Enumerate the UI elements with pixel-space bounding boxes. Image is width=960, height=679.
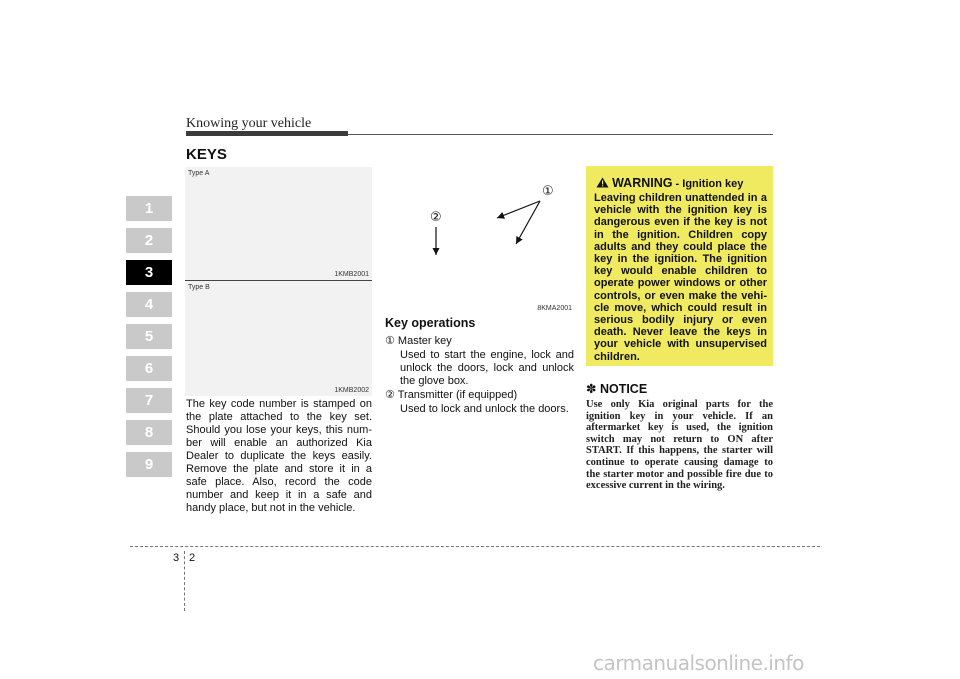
- warning-title: WARNING: [612, 176, 673, 190]
- figure-type-b: [185, 281, 372, 396]
- warning-box: [586, 166, 773, 366]
- header-rule-thin: [348, 134, 773, 135]
- figure-type-b-code: 1KMB2002: [334, 387, 369, 394]
- callout-2-label: ②: [430, 209, 442, 224]
- figure-type-b-label: Type B: [188, 284, 210, 291]
- chapter-tab-9[interactable]: 9: [126, 452, 172, 477]
- key-operations-title: Key operations: [385, 316, 476, 330]
- notice-title: ✽ NOTICE: [586, 382, 648, 396]
- figure-type-a: [185, 167, 372, 280]
- chapter-tab-8[interactable]: 8: [126, 420, 172, 445]
- callout-1-arrow-b: [516, 201, 540, 244]
- footer-rule: [130, 546, 820, 547]
- transmitter-label: ② Transmitter (if equipped): [385, 389, 518, 401]
- figure-keys-code: 8KMA2001: [537, 305, 572, 312]
- chapter-tab-6[interactable]: 6: [126, 356, 172, 381]
- warning-triangle-icon: [596, 177, 609, 188]
- chapter-tabs: [126, 196, 172, 484]
- chapter-tab-1[interactable]: 1: [126, 196, 172, 221]
- warning-heading: [596, 176, 743, 190]
- footer-vertical-rule: [184, 551, 185, 611]
- callout-1-label: ①: [542, 183, 554, 198]
- page-chapter-number: 3: [173, 552, 180, 564]
- watermark: carmanualsonline.info: [593, 651, 804, 675]
- warning-text: Leaving children unattended in a vehicle with the ignition key is dangerous even if the key is not in the ignition. Children copy adults and they could place the key in the ignition. The ignition key would enable children to operate power windows or other controls, or even make the vehi-cle move, which could result in serious bodily injury or even death. Never leave the keys in your vehicle with unsupervised children.: [594, 192, 767, 363]
- header-title: Knowing your vehicle: [186, 116, 312, 131]
- header-rule-thick: [186, 131, 348, 136]
- section-title: KEYS: [186, 146, 227, 163]
- master-key-description: Used to start the engine, lock and unlock the doors, lock and unlock the glove box.: [400, 349, 574, 387]
- chapter-tab-2[interactable]: 2: [126, 228, 172, 253]
- chapter-tab-7[interactable]: 7: [126, 388, 172, 413]
- master-key-label: ① Master key: [385, 335, 452, 347]
- transmitter-description: Used to lock and unlock the doors.: [400, 403, 569, 415]
- chapter-tab-4[interactable]: 4: [126, 292, 172, 317]
- figure-type-a-label: Type A: [188, 170, 210, 177]
- key-code-paragraph: The key code number is stamped on the plate attached to the key set. Should you lose your keys, this num-ber will enable an authorized Kia Dealer to duplicate the keys easily. Remove the plate and store it in a safe place. Also, record the code number and keep it in a safe and handy place, but not in the vehicle.: [186, 398, 372, 514]
- figure-type-a-code: 1KMB2001: [334, 271, 369, 278]
- warning-subtitle: - Ignition key: [672, 178, 744, 190]
- chapter-tab-3[interactable]: 3: [126, 260, 172, 285]
- page-number: 2: [189, 552, 196, 564]
- figure-keys: [385, 167, 575, 315]
- callout-1-arrow-a: [497, 201, 540, 218]
- notice-text: Use only Kia original parts for the ignition key in your vehicle. If an aftermarket key is used, the ignition switch may not return to ON after START. If this happens, the starter will continue to operate causing damage to the starter motor and possible fire due to excessive current in the wiring.: [586, 399, 773, 492]
- chapter-tab-5[interactable]: 5: [126, 324, 172, 349]
